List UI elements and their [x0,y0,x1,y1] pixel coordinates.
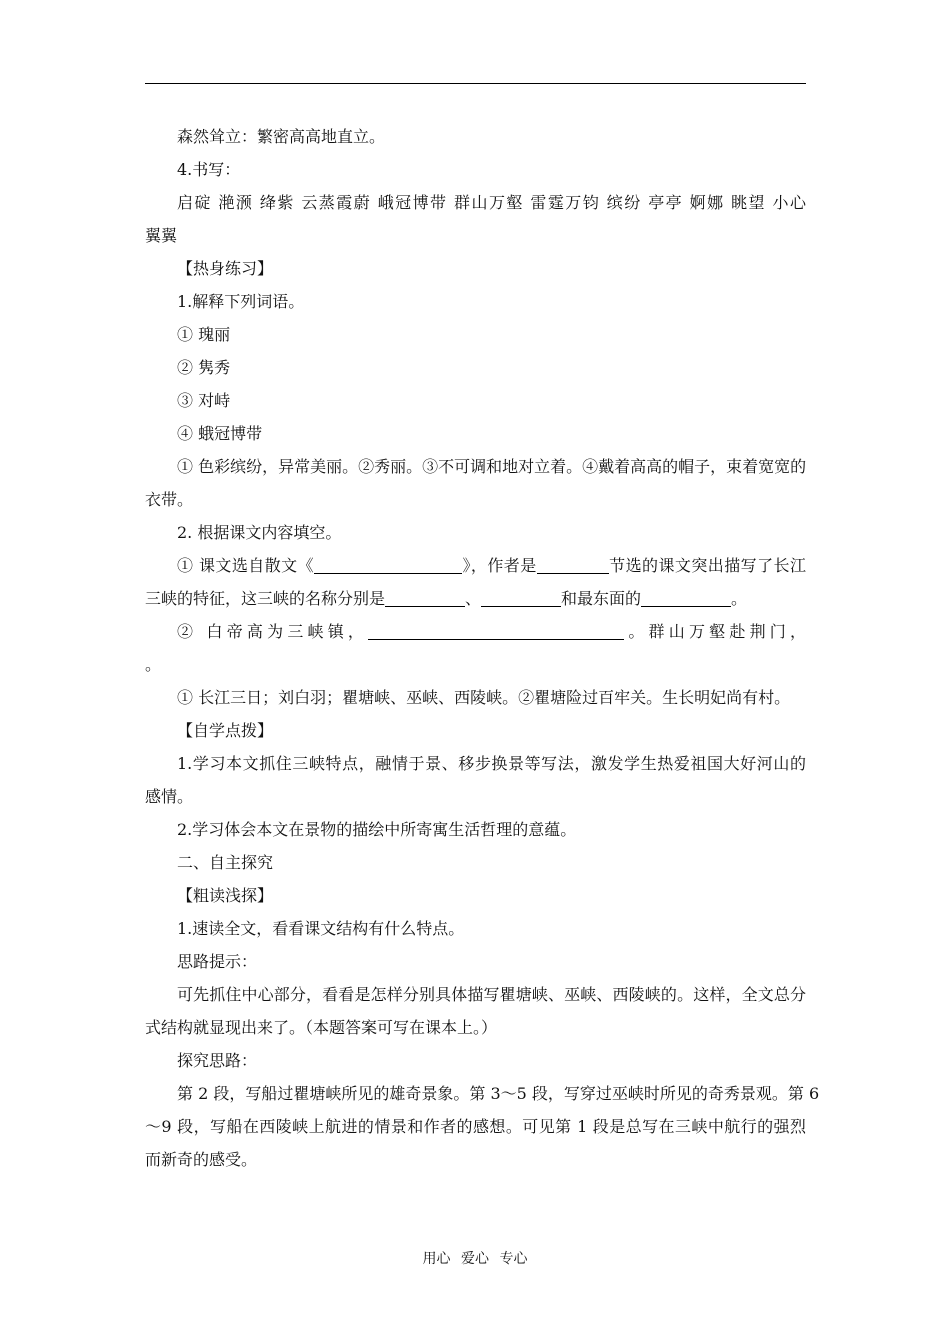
document-body [145,120,820,1176]
text-fragment: 。群山万壑赴荆门， [624,622,806,641]
text-line: 2.学习体会本文在景物的描绘中所寄寓生活哲理的意蕴。 [177,820,577,839]
text-line: 2. 根据课文内容填空。 [177,523,342,542]
page-footer [0,1248,950,1268]
list-item: ④ 蛾冠博带 [177,424,263,443]
text-fragment: ① 课文选自散文《 [177,556,315,575]
text-line: 感情。 [145,787,194,806]
list-item: ① 瑰丽 [177,325,231,344]
fill-blank-line [145,582,806,615]
text-fragment: 、 [465,589,482,608]
answer-blank [368,621,624,640]
text-line: ① 长江三日；刘白羽；瞿塘峡、巫峡、西陵峡。②瞿塘险过百牢关。生长明妃尚有村。 [177,688,791,707]
text-fragment: 三峡的特征，这三峡的名称分别是 [145,589,386,608]
fill-blank-line [145,615,806,648]
text-line: 可先抓住中心部分，看看是怎样分别具体描写瞿塘峡、巫峡、西陵峡的。这样，全文总分 [177,985,806,1004]
text-fragment: 。 [731,589,748,608]
text-line: 1.解释下列词语。 [177,292,305,311]
header-rule [145,83,806,84]
text-line: 启碇 滟滪 绛紫 云蒸霞蔚 峨冠博带 群山万壑 雷霆万钧 缤纷 亭亭 婀娜 眺望 小心 [177,193,806,212]
text-fragment: ② 白帝高为三峡镇， [177,622,369,641]
section-heading: 二、自主探究 [177,853,274,872]
text-line: ～9 段，写船在西陵峡上航进的情景和作者的感想。可见第 1 段是总写在三峡中航行的强烈 [145,1117,806,1136]
text-line: ① 色彩缤纷，异常美丽。②秀丽。③不可调和地对立着。④戴着高高的帽子，束着宽宽的 [177,457,807,476]
text-line: 4.书写： [177,160,241,179]
text-line: 而新奇的感受。 [145,1150,258,1169]
text-line: 探究思路： [177,1051,258,1070]
answer-blank [641,588,731,607]
list-item: ③ 对峙 [177,391,231,410]
fill-blank-line [145,549,806,582]
text-line: 森然耸立：繁密高高地直立。 [177,127,386,146]
footer-text: 用心 [422,1251,451,1267]
text-line: 第 2 段，写船过瞿塘峡所见的雄奇景象。第 3～5 段，写穿过巫峡时所见的奇秀景观。第 6 [177,1084,820,1103]
answer-blank [537,555,609,574]
answer-blank [385,588,465,607]
section-heading: 【自学点拨】 [177,721,274,740]
text-line: 。 [145,655,162,674]
text-line: 1.速读全文，看看课文结构有什么特点。 [177,919,465,938]
text-fragment: 和最东面的 [561,589,642,608]
text-fragment: 节选的课文突出描写了长江 [608,556,806,575]
answer-blank [314,555,462,574]
text-line: 翼翼 [145,226,178,245]
text-line: 式结构就显现出来了。（本题答案可写在课本上。） [145,1018,498,1037]
answer-blank [481,588,561,607]
footer-text: 爱心 [461,1251,489,1267]
text-line: 衣带。 [145,490,194,509]
footer-text: 专心 [499,1251,528,1267]
text-line: 1.学习本文抓住三峡特点，融情于景、移步换景等写法，激发学生热爱祖国大好河山的 [177,754,806,773]
list-item: ② 隽秀 [177,358,231,377]
section-heading: 【粗读浅探】 [177,886,274,905]
text-line: 思路提示： [177,952,258,971]
text-fragment: 》，作者是 [462,556,537,575]
section-heading: 【热身练习】 [177,259,274,278]
